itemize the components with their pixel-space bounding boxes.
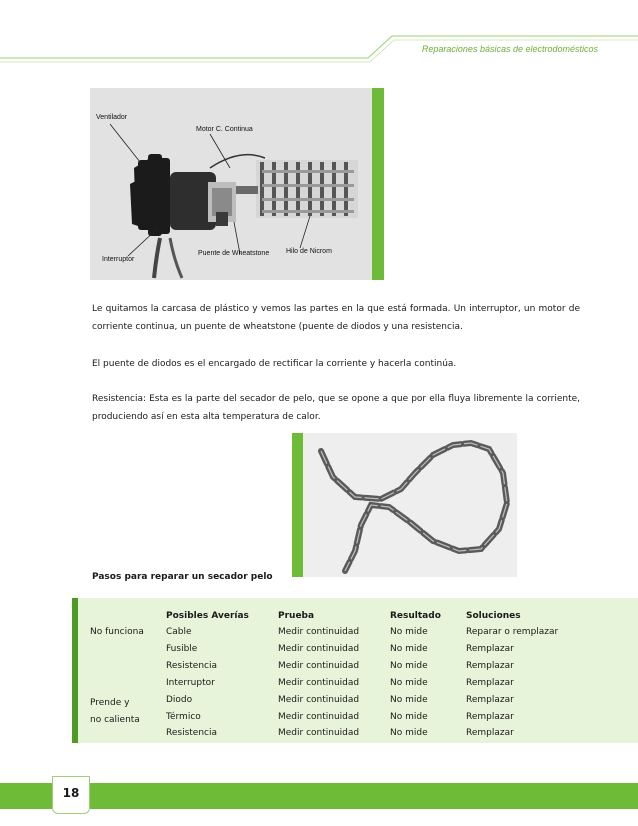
cell-resultado: No mide [390,644,428,654]
cell-averia: Diodo [166,695,193,705]
cell-averia: Fusible [166,644,198,654]
page-number-box [52,776,90,814]
cell-averia: Cable [166,627,192,637]
label-hilo: Hilo de Nicrom [286,248,332,255]
cell-averia: Resistencia [166,661,217,671]
cell-solucion: Remplazar [466,712,514,722]
header-resultado: Resultado [390,611,441,621]
cell-averia: Térmico [166,712,201,722]
troubleshooting-table [72,598,638,743]
cell-prueba: Medir continuidad [278,678,360,688]
cell-averia: Resistencia [166,728,217,738]
paragraph-diodes: El puente de diodos es el encargado de rectificar la corriente y hacerla continúa. [92,359,457,369]
group-prende-line1: Prende y [90,698,130,708]
cell-averia: Interruptor [166,678,215,688]
header-soluciones: Soluciones [466,611,521,621]
hair-dryer-internals-photo [90,88,372,280]
cell-solucion: Remplazar [466,678,514,688]
steps-title: Pasos para reparar un secador pelo [92,572,273,582]
cell-resultado: No mide [390,678,428,688]
photo1-accent-bar [372,88,384,280]
cell-solucion: Reparar o remplazar [466,627,559,637]
photo2-accent-bar [292,433,303,577]
cell-prueba: Medir continuidad [278,627,360,637]
nichrome-coil-illustration [303,433,517,577]
cell-prueba: Medir continuidad [278,661,360,671]
cell-solucion: Remplazar [466,661,514,671]
header-prueba: Prueba [278,611,315,621]
cell-resultado: No mide [390,728,428,738]
group-no-funciona: No funciona [90,627,144,637]
cell-resultado: No mide [390,695,428,705]
cell-resultado: No mide [390,627,428,637]
cell-prueba: Medir continuidad [278,644,360,654]
cell-solucion: Remplazar [466,644,514,654]
cell-solucion: Remplazar [466,695,514,705]
nichrome-coil-photo [303,433,517,577]
table-accent-bar [72,598,78,743]
label-puente: Puente de Wheatstone [198,250,270,257]
cell-prueba: Medir continuidad [278,712,360,722]
paragraph-parts: Le quitamos la carcasa de plástico y vemos las partes en la que está formada. Un interruptor, un motor de corriente continua, un puente de wheatstone (puente de diodos y una resistencia. [92,304,580,332]
page-number: 18 [62,786,80,800]
header-title: Reparaciones básicas de electrodomésticos [421,44,598,54]
paragraph-resistance: Resistencia: Esta es la parte del secador de pelo, que se opone a que por ella fluya libremente la corriente, produciendo así en esta alta temperatura de calor. [92,394,580,422]
group-prende-line2: no calienta [90,715,140,725]
footer-bar [88,783,638,809]
cell-resultado: No mide [390,712,428,722]
cell-solucion: Remplazar [466,728,514,738]
label-interruptor: Interruptor [102,256,135,263]
cell-prueba: Medir continuidad [278,695,360,705]
cell-resultado: No mide [390,661,428,671]
header-rule [0,0,638,70]
label-motor: Motor C. Continua [196,126,253,133]
label-ventilador: Ventilador [96,114,128,121]
header-averias: Posibles Averías [166,611,249,621]
footer-bar-left [0,783,52,809]
cell-prueba: Medir continuidad [278,728,360,738]
